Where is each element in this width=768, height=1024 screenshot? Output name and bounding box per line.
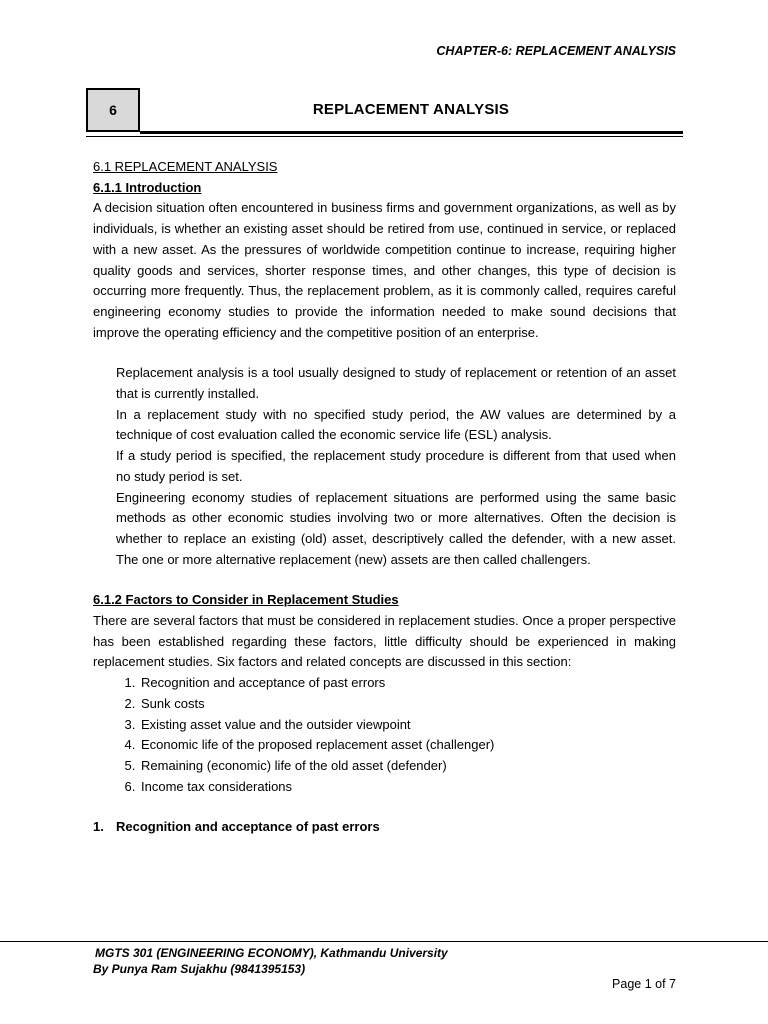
indented-paragraph: In a replacement study with no specified study period, the AW values are determined by a technique of cost evaluation called the economic service life (ESL) analysis. xyxy=(116,406,676,443)
chapter-number-box: 6 xyxy=(86,88,140,132)
indented-paragraph: Replacement analysis is a tool usually designed to study of replacement or retention of an asset that is currently installed. xyxy=(116,365,676,402)
list-item: 6. Income tax considerations xyxy=(139,777,676,798)
chapter-title: REPLACEMENT ANALYSIS xyxy=(312,101,510,118)
list-item: 1. Recognition and acceptance of past errors xyxy=(139,673,676,694)
factors-list xyxy=(93,673,676,797)
footer-author: By Punya Ram Sujakhu (9841395153) xyxy=(93,962,306,976)
subheading-number: 1. xyxy=(93,819,104,835)
spacer xyxy=(93,570,676,590)
title-rule-thin xyxy=(86,136,683,137)
indented-paragraph: If a study period is specified, the replacement study procedure is different from that used when no study period is set. xyxy=(116,448,676,484)
running-header: CHAPTER-6: REPLACEMENT ANALYSIS xyxy=(436,44,676,58)
subheading-text: Recognition and acceptance of past errors xyxy=(116,819,380,835)
title-rule-thick xyxy=(140,131,683,134)
page-number: Page 1 of 7 xyxy=(612,977,676,991)
footer-rule xyxy=(0,941,768,942)
list-item: 4. Economic life of the proposed replacement asset (challenger) xyxy=(139,735,676,756)
list-item: 3. Existing asset value and the outsider viewpoint xyxy=(139,715,676,736)
spacer xyxy=(93,343,676,363)
document-body xyxy=(93,157,676,838)
factors-heading: 6.1.2 Factors to Consider in Replacement Studies xyxy=(93,592,399,608)
section-heading: 6.1 REPLACEMENT ANALYSIS xyxy=(93,159,278,174)
list-item: 2. Sunk costs xyxy=(139,694,676,715)
footer-course: MGTS 301 (ENGINEERING ECONOMY), Kathmandu University xyxy=(95,946,448,960)
list-item: 5. Remaining (economic) life of the old asset (defender) xyxy=(139,756,676,777)
spacer xyxy=(93,797,676,817)
subheading-recognition xyxy=(93,817,676,838)
intro-paragraph: A decision situation often encountered in business firms and government organizations, as well as by individuals, is whether an existing asset should be retired from use, continued in service, or replaced with a new asset. As the pressures of worldwide competition continue to increase, requiring higher quality goods and services, shorter response times, and other changes, this type of decision is occurring more frequently. Thus, the replacement problem, as it is commonly called, requires careful engineering economy studies to provide the information needed to make sound decisions that improve the operating efficiency and the competitive position of an enterprise. xyxy=(93,200,676,340)
intro-heading: 6.1.1 Introduction xyxy=(93,179,202,195)
indented-paragraph: Engineering economy studies of replacement situations are performed using the same basic methods as other economic studies involving two or more alternatives. Often the decision is whether to replace an existing (old) asset, descriptively called the defender, with a new asset. The one or more alternative replacement (new) assets are then called challengers. xyxy=(116,489,676,567)
factors-paragraph: There are several factors that must be considered in replacement studies. Once a proper perspective has been established regarding these factors, little difficulty should be experienced in making replacement studies. Six factors and related concepts are discussed in this section: xyxy=(93,613,676,670)
